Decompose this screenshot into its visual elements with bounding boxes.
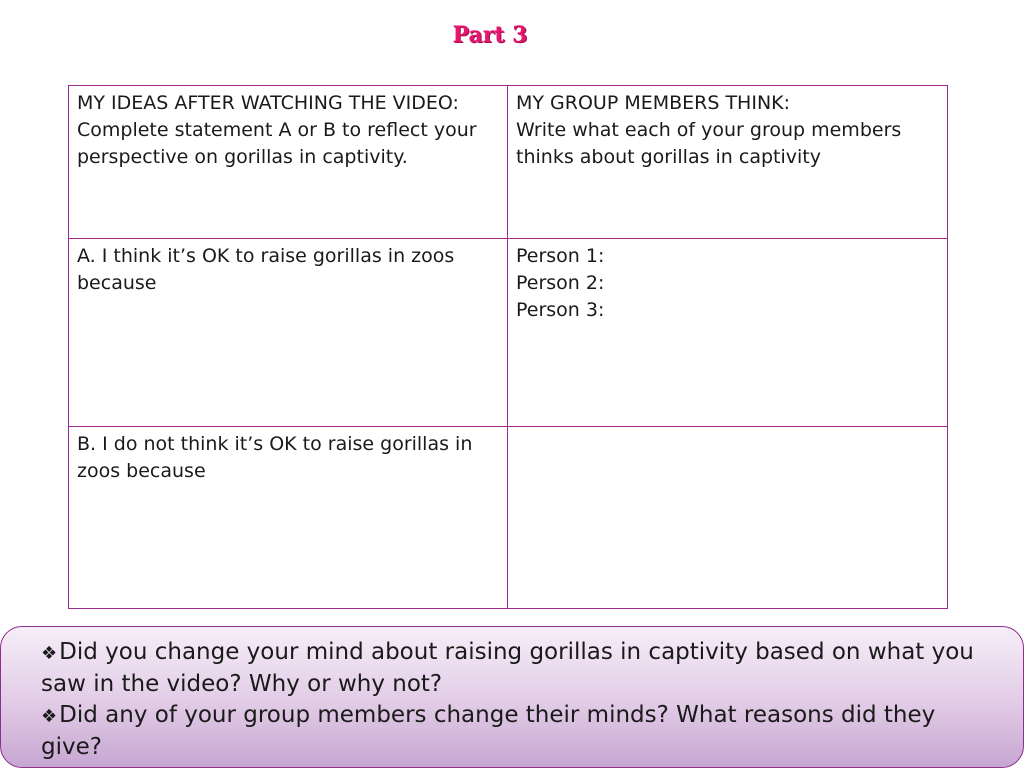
question-2 xyxy=(41,700,1003,763)
diamond-bullet-icon: ❖ xyxy=(41,706,58,727)
header-group-heading: MY GROUP MEMBERS THINK: xyxy=(516,92,791,114)
person-1-label: Person 1: xyxy=(516,245,605,267)
statement-a-text: A. I think it’s OK to raise gorillas in zoos because xyxy=(77,245,455,294)
header-cell-my-ideas xyxy=(69,86,508,239)
person-2-label: Person 2: xyxy=(516,272,605,294)
persons-cell[interactable] xyxy=(508,239,947,427)
empty-answer-cell[interactable] xyxy=(508,427,947,608)
question-2-text: Did any of your group members change their minds? What reasons did they give? xyxy=(41,702,936,760)
question-1 xyxy=(41,637,1003,700)
header-my-ideas-heading: MY IDEAS AFTER WATCHING THE VIDEO: xyxy=(77,92,459,114)
statement-b-cell[interactable] xyxy=(69,427,508,608)
header-cell-group-members xyxy=(508,86,947,239)
page-title: Part 3 xyxy=(452,22,528,48)
header-group-instructions: Write what each of your group members thinks about gorillas in captivity xyxy=(516,119,902,168)
reflection-questions-box xyxy=(0,626,1024,768)
statement-b-text: B. I do not think it’s OK to raise gorillas in zoos because xyxy=(77,433,473,482)
statement-a-cell[interactable] xyxy=(69,239,508,427)
worksheet-table xyxy=(68,85,948,609)
diamond-bullet-icon: ❖ xyxy=(41,643,58,664)
question-1-text: Did you change your mind about raising gorillas in captivity based on what you saw in the video? Why or why not? xyxy=(41,639,974,697)
header-my-ideas-instructions: Complete statement A or B to reflect your perspective on gorillas in captivity. xyxy=(77,119,477,168)
person-3-label: Person 3: xyxy=(516,299,605,321)
